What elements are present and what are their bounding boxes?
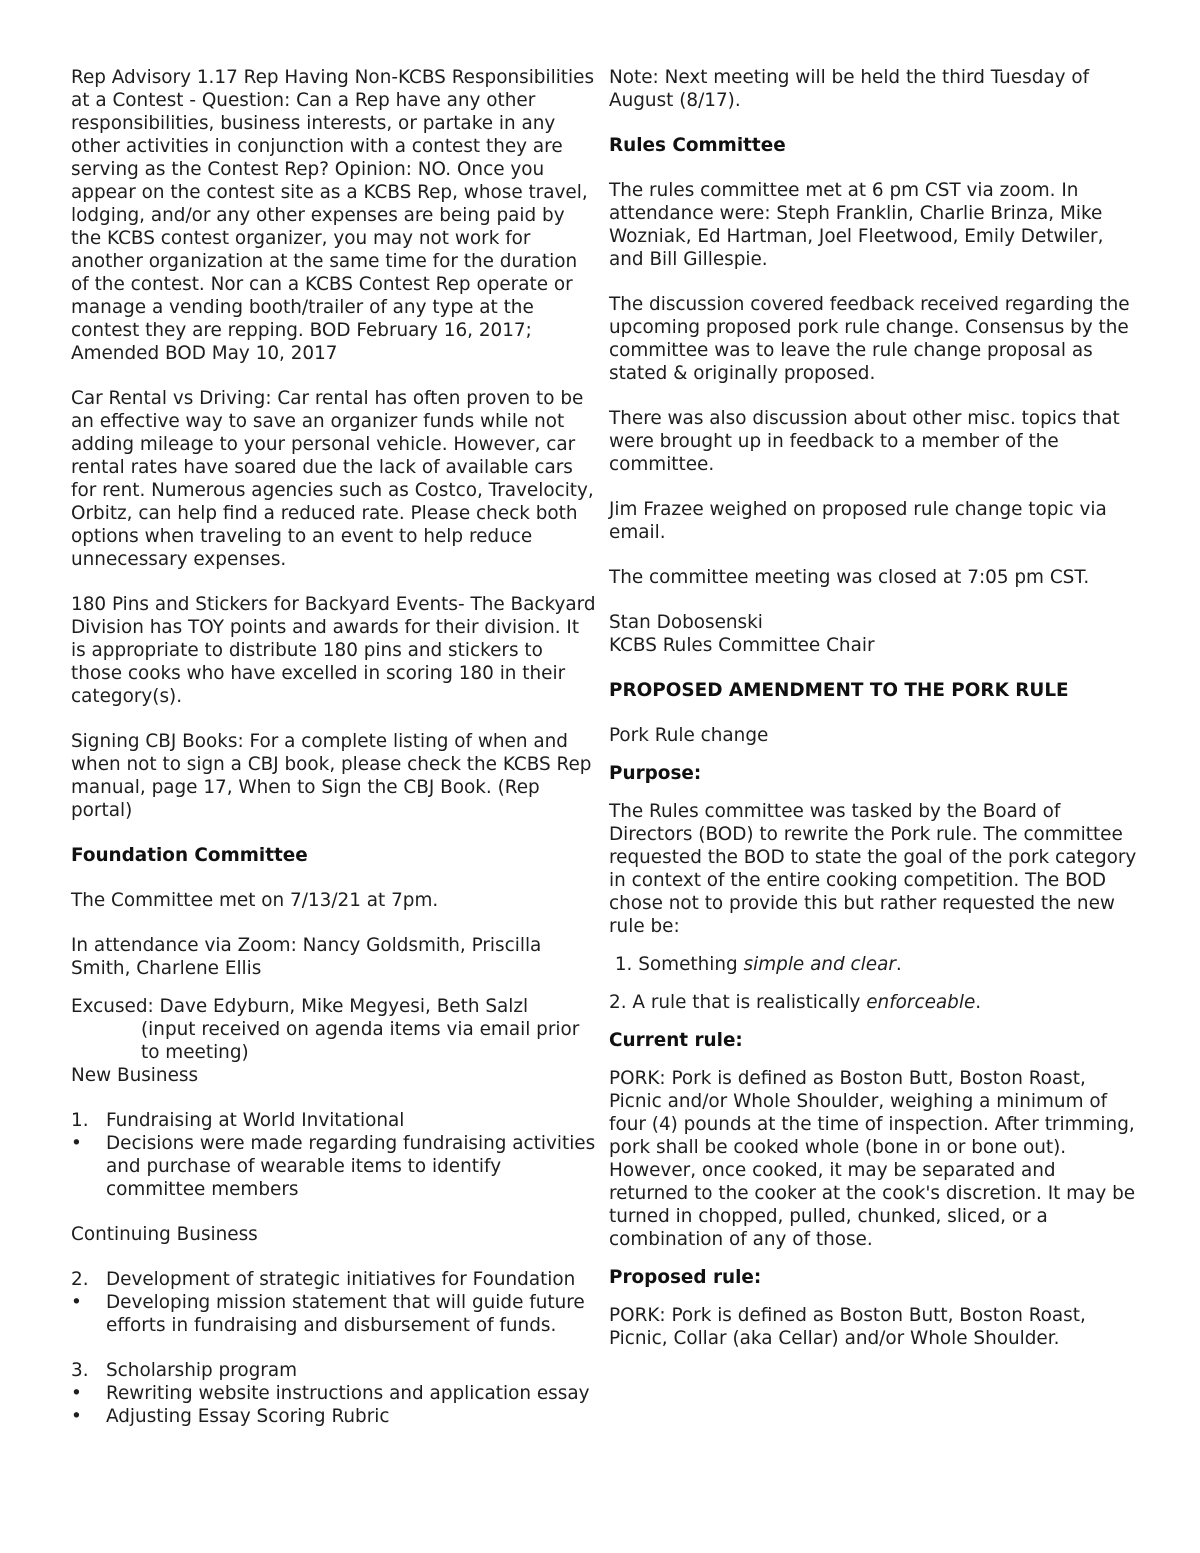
- item-text: Scholarship program: [106, 1360, 298, 1381]
- bullet-item: [71, 1382, 596, 1405]
- purpose-heading: Purpose:: [609, 763, 702, 784]
- proposed-rule-heading: Proposed rule:: [609, 1267, 762, 1288]
- item-text: Development of strategic initiatives for Foundation: [106, 1269, 576, 1290]
- excused-note: (input received on agenda items via email prior to meeting): [141, 1019, 580, 1063]
- continuing-business-label: Continuing Business: [71, 1224, 258, 1245]
- item-number: 3.: [71, 1360, 89, 1381]
- foundation-committee-heading: Foundation Committee: [71, 845, 308, 866]
- current-rule-heading: Current rule:: [609, 1030, 743, 1051]
- bullet-marker: •: [71, 1133, 82, 1154]
- rep-advisory-paragraph: Rep Advisory 1.17 Rep Having Non-KCBS Responsibilities at a Contest - Question: Can a Rep have any other responsibilities, business interests, or partake in any other activities in conjunction with a contest they are serving as the Contest Rep? Opinion: NO. Once you appear on the contest site as a KCBS Rep, whose travel, lodging, and/or any other expenses are being paid by the KCBS contest organizer, you may not work for another organization at the same time for the duration of the contest. Nor can a KCBS Contest Rep operate or manage a vending booth/trailer of any type at the contest they are repping. BOD February 16, 2017; Amended BOD May 10, 2017: [71, 67, 595, 364]
- proposed-rule-text: PORK: Pork is defined as Boston Butt, Boston Roast, Picnic, Collar (aka Cellar) and/or Whole Shoulder.: [609, 1305, 1086, 1349]
- rules-met-paragraph: The rules committee met at 6 pm CST via zoom. In attendance were: Steph Franklin, Charlie Brinza, Mike Wozniak, Ed Hartman, Joel Fleetwood, Emily Detwiler, and Bill Gillespie.: [609, 180, 1104, 270]
- item-2-group: [71, 1268, 596, 1337]
- bullet-marker: •: [71, 1406, 82, 1427]
- bullet-item: [71, 1291, 596, 1337]
- signing-cbj-paragraph: Signing CBJ Books: For a complete listing of when and when not to sign a CBJ book, please check the KCBS Rep manual, page 17, When to Sign the CBJ Book. (Rep portal): [71, 731, 592, 821]
- list-item: [71, 1268, 596, 1291]
- bullet-text: Decisions were made regarding fundraising activities and purchase of wearable items to identify committee members: [106, 1133, 596, 1200]
- requirement-1-emphasis: simple and clear: [743, 954, 896, 975]
- list-item: [71, 1109, 596, 1132]
- pork-rule-change-label: Pork Rule change: [609, 725, 769, 746]
- new-business-label: New Business: [71, 1065, 199, 1086]
- item-text: Fundraising at World Invitational: [106, 1110, 405, 1131]
- item-number: 1.: [71, 1110, 89, 1131]
- next-meeting-note: Note: Next meeting will be held the third Tuesday of August (8/17).: [609, 67, 1090, 111]
- committee-met-paragraph: The Committee met on 7/13/21 at 7pm.: [71, 890, 439, 911]
- attendance-paragraph: In attendance via Zoom: Nancy Goldsmith, Priscilla Smith, Charlene Ellis: [71, 935, 542, 979]
- right-column: [609, 66, 1139, 1365]
- discussion-paragraph: The discussion covered feedback received regarding the upcoming proposed pork rule change. Consensus by the committee was to leave the rule change proposal as stated & originally proposed.: [609, 294, 1130, 384]
- signature-block: [609, 611, 1139, 657]
- left-column: [71, 66, 596, 1450]
- requirement-2-suffix: .: [975, 992, 982, 1013]
- requirement-1: [609, 953, 1139, 976]
- item-3-group: [71, 1359, 596, 1428]
- meeting-closed-paragraph: The committee meeting was closed at 7:05 pm CST.: [609, 567, 1090, 588]
- bullet-marker: •: [71, 1292, 82, 1313]
- item-number: 2.: [71, 1269, 89, 1290]
- excused-line: Excused: Dave Edyburn, Mike Megyesi, Beth Salzl: [71, 996, 529, 1017]
- misc-topics-paragraph: There was also discussion about other misc. topics that were brought up in feedback to a member of the committee.: [609, 408, 1120, 475]
- bullet-text: Developing mission statement that will guide future efforts in fundraising and disbursement of funds.: [106, 1292, 585, 1336]
- rules-committee-heading: Rules Committee: [609, 135, 786, 156]
- requirement-2-prefix: 2. A rule that is realistically: [609, 992, 867, 1013]
- signature-title: KCBS Rules Committee Chair: [609, 635, 875, 656]
- item-1-group: [71, 1109, 596, 1201]
- requirement-2: [609, 991, 1139, 1014]
- current-rule-text: PORK: Pork is defined as Boston Butt, Boston Roast, Picnic and/or Whole Shoulder, weighing a minimum of four (4) pounds at the time of inspection. After trimming, pork shall be cooked whole (bone in or bone out). However, once cooked, it may be separated and returned to the cooker at the cook's discretion. It may be turned in chopped, pulled, chunked, sliced, or a combination of any of those.: [609, 1068, 1136, 1250]
- signature-name: Stan Dobosenski: [609, 612, 763, 633]
- pins-stickers-paragraph: 180 Pins and Stickers for Backyard Events- The Backyard Division has TOY points and awards for their division. It is appropriate to distribute 180 pins and stickers to those cooks who have excelled in scoring 180 in their category(s).: [71, 594, 596, 707]
- requirement-1-prefix: 1. Something: [609, 954, 744, 975]
- excused-block: [71, 995, 596, 1064]
- list-item: [71, 1359, 596, 1382]
- bullet-text: Rewriting website instructions and application essay: [106, 1383, 590, 1404]
- car-rental-paragraph: Car Rental vs Driving: Car rental has often proven to be an effective way to save an organizer funds while not adding mileage to your personal vehicle. However, car rental rates have soared due the lack of available cars for rent. Numerous agencies such as Costco, Travelocity, Orbitz, can help find a reduced rate. Please check both options when traveling to an event to help reduce unnecessary expenses.: [71, 388, 594, 570]
- requirement-1-suffix: .: [895, 954, 902, 975]
- bullet-item: [71, 1405, 596, 1428]
- requirement-2-emphasis: enforceable: [866, 992, 976, 1013]
- amendment-heading: PROPOSED AMENDMENT TO THE PORK RULE: [609, 680, 1069, 701]
- purpose-paragraph: The Rules committee was tasked by the Board of Directors (BOD) to rewrite the Pork rule. The committee requested the BOD to state the goal of the pork category in context of the entire cooking competition. The BOD chose not to provide this but rather requested the new rule be:: [609, 801, 1137, 937]
- bullet-text: Adjusting Essay Scoring Rubric: [106, 1406, 390, 1427]
- jim-frazee-paragraph: Jim Frazee weighed on proposed rule change topic via email.: [609, 499, 1107, 543]
- bullet-marker: •: [71, 1383, 82, 1404]
- bullet-item: [71, 1132, 596, 1201]
